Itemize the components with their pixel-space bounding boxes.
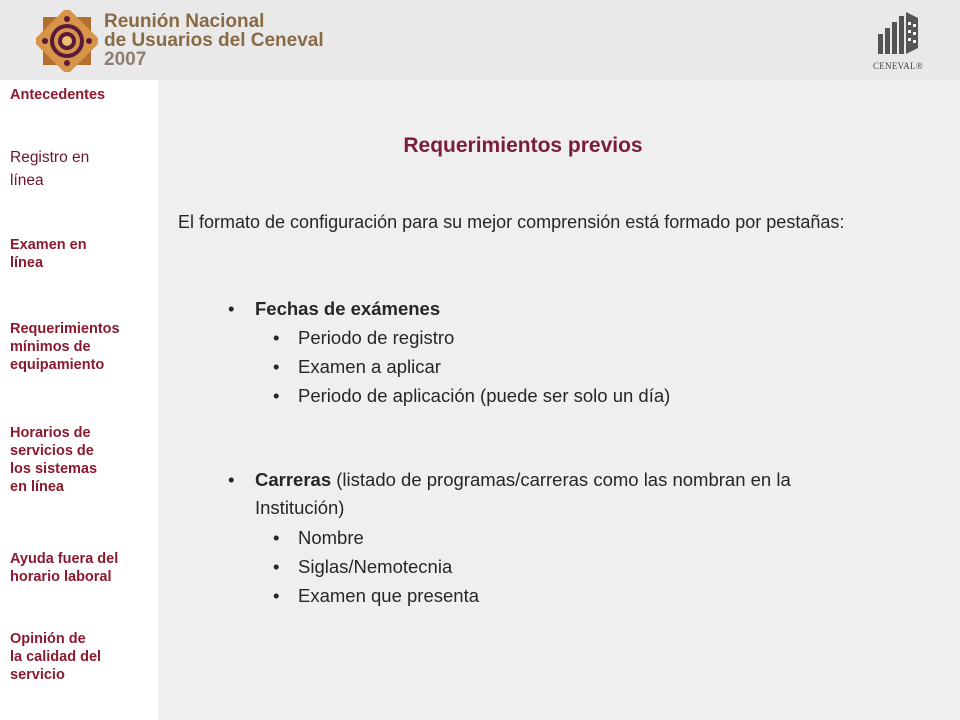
sidebar-item-ayuda-fuera-horario[interactable]: Ayuda fuera del horario laboral <box>10 551 119 585</box>
bullet: • <box>273 385 280 406</box>
intro-paragraph: El formato de configuración para su mejor comprensión está formado por pestañas: <box>178 212 845 232</box>
bullet: • <box>228 298 235 319</box>
bullet: • <box>273 327 280 348</box>
list-item-text: Siglas/Nemotecnia <box>298 556 453 577</box>
section-heading-carreras: Carreras <box>255 469 332 490</box>
sidebar-item-registro-en-linea[interactable]: Registro en línea <box>10 149 90 189</box>
list-item-text: Nombre <box>298 527 364 548</box>
header-bar <box>0 0 960 80</box>
list-item-text: Periodo de registro <box>298 327 455 348</box>
ceneval-logo <box>868 8 938 74</box>
bullet: • <box>273 556 280 577</box>
event-title <box>104 12 324 69</box>
list-item-text: Examen que presenta <box>298 585 480 606</box>
bullet: • <box>273 356 280 377</box>
sidebar-item-examen-en-linea[interactable]: Examen en línea <box>10 237 87 271</box>
sidebar-item-antecedentes[interactable]: Antecedentes <box>10 87 106 103</box>
building-cubes-icon <box>872 8 926 60</box>
list-item-text: Periodo de aplicación (puede ser solo un día) <box>298 385 671 406</box>
bullet: • <box>273 527 280 548</box>
section-heading-carreras-desc: (listado de programas/carreras como las nombran en la Institución) <box>255 469 791 518</box>
page-title: Requerimientos previos <box>403 134 643 157</box>
list-item <box>228 581 868 610</box>
list-item-text: Examen a aplicar <box>298 356 441 377</box>
section-heading-carreras-text <box>255 466 868 522</box>
sidebar-nav <box>0 80 158 720</box>
section-heading-fechas: Fechas de exámenes <box>255 298 441 319</box>
list-item <box>228 523 868 552</box>
brand-name: CENEVAL® <box>872 61 924 71</box>
event-title-line2: de Usuarios del Ceneval <box>104 30 324 51</box>
list-item <box>228 466 868 522</box>
list-item <box>228 552 868 581</box>
carreras-list <box>228 466 868 610</box>
event-year: 2007 <box>104 49 147 70</box>
bullet: • <box>228 469 235 490</box>
list-item <box>228 294 868 323</box>
list-item <box>228 381 868 410</box>
star-seal-icon <box>36 10 98 72</box>
sidebar-item-horarios-servicios[interactable]: Horarios de servicios de los sistemas en línea <box>10 425 98 495</box>
list-item <box>228 352 868 381</box>
list-item <box>228 323 868 352</box>
sidebar-item-requerimientos-minimos[interactable]: Requerimientos mínimos de equipamiento <box>10 321 120 373</box>
sidebar-item-opinion-calidad[interactable]: Opinión de la calidad del servicio <box>10 631 102 683</box>
event-title-line1: Reunión Nacional <box>104 11 265 32</box>
fechas-list <box>228 294 868 410</box>
bullet: • <box>273 585 280 606</box>
